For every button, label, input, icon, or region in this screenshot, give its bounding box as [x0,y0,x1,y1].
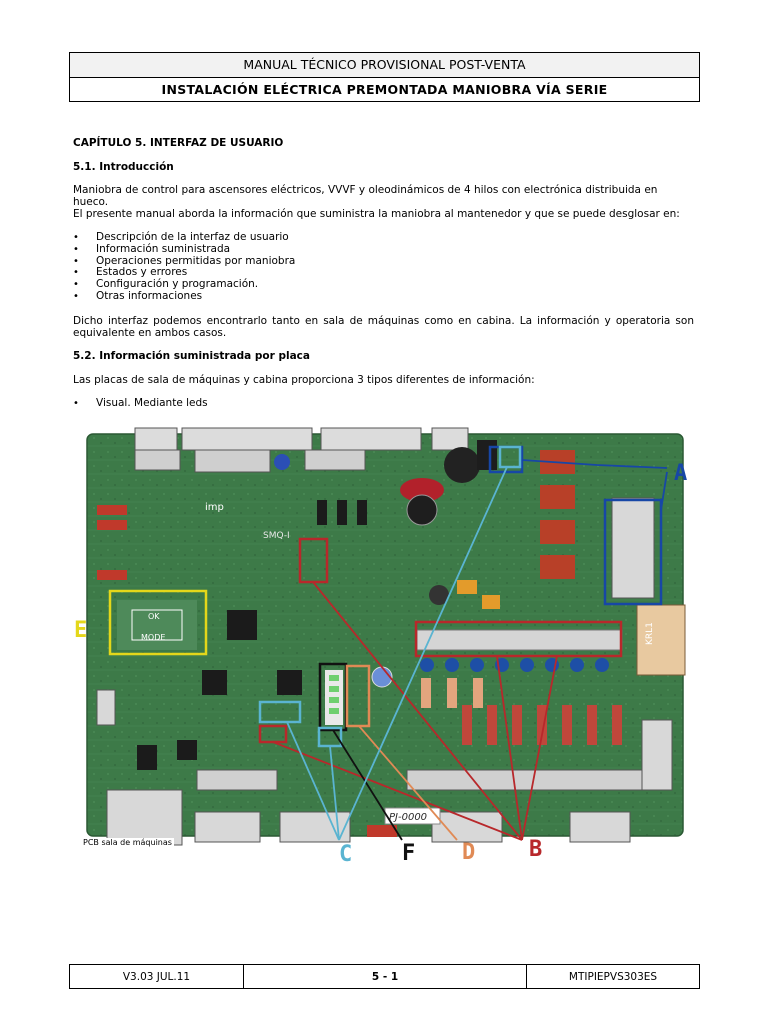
list-item: • Información suministrada [73,244,295,256]
list-item: • Configuración y programación. [73,279,295,291]
section-2-title: 5.2. Información suministrada por placa [73,350,310,362]
label-d: D [462,840,476,865]
list-item: • Visual. Mediante leds [73,398,208,410]
list-item: • Otras informaciones [73,291,295,303]
pcb-photo [74,420,688,867]
header-title: MANUAL TÉCNICO PROVISIONAL POST-VENTA [69,52,700,78]
list-item: • Operaciones permitidas por maniobra [73,256,295,268]
footer-document-code: MTIPIEPVS303ES [568,970,658,983]
chapter-title: CAPÍTULO 5. INTERFAZ DE USUARIO [73,137,284,149]
footer-version: V3.03 JUL.11 [70,965,244,988]
mode-silk-label: MODE [141,633,166,642]
mode-button-area [117,600,197,650]
brand-silk-label: imp [205,502,224,513]
side-silk-label: KRL1 [645,622,655,645]
section-2-paragraph: Las placas de sala de máquinas y cabina proporciona 3 tipos diferentes de información: [73,374,535,386]
led-block-f [325,670,343,725]
section-1-title: 5.1. Introducción [73,161,174,173]
list-item: • Descripción de la interfaz de usuario [73,232,295,244]
intro-bullet-list [73,232,295,303]
footer-page-number: 5 - 1 [244,965,527,988]
list-item: • Estados y errores [73,267,295,279]
intro-paragraph-2: El presente manual aborda la información que suministra la maniobra al mantenedor y que se puede desglosar en: [73,208,680,220]
page-footer [69,964,700,989]
figure-caption: PCB sala de máquinas [83,838,172,847]
header-subtitle: INSTALACIÓN ELÉCTRICA PREMONTADA MANIOBRA VÍA SERIE [69,77,700,102]
label-c: C [339,842,353,867]
section-2-bullet-list [73,398,208,410]
board-silk-label: SMQ-I [263,531,290,541]
handwritten-board-code: PJ-0000 [389,812,428,823]
intro-paragraph-3: Dicho interfaz podemos encontrarlo tanto en sala de máquinas como en cabina. La información y operatoria son equivalente en ambos casos. [73,315,694,339]
label-b: B [529,837,543,862]
label-a: A [674,461,688,486]
label-e: E [74,618,88,643]
intro-paragraph-1: Maniobra de control para ascensores eléctricos, VVVF y oleodinámicos de 4 hilos con electrónica distribuida en hueco. [73,184,658,208]
ok-silk-label: OK [148,612,160,621]
label-f: F [402,841,416,866]
